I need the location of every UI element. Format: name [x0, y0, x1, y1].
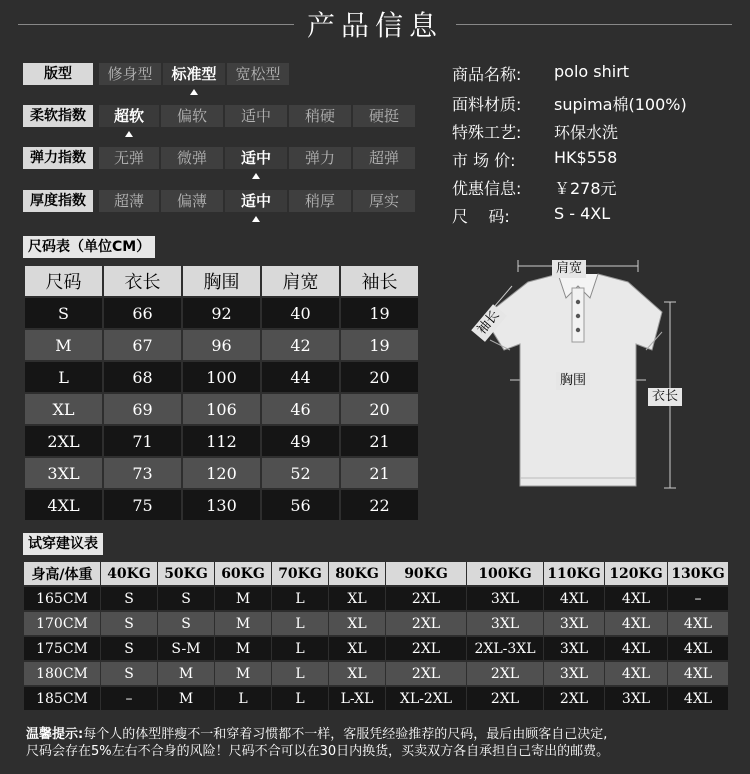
table-cell: 4XL — [668, 612, 728, 635]
selected-indicator-icon — [190, 89, 198, 95]
column-header: 80KG — [329, 562, 385, 585]
table-cell: 180CM — [24, 662, 100, 685]
table-cell: 3XL — [544, 637, 604, 660]
attr-option: 修身型 — [99, 63, 161, 85]
table-cell: 44 — [262, 362, 339, 392]
table-cell: 20 — [341, 362, 418, 392]
table-cell: 75 — [104, 490, 181, 520]
table-cell: 19 — [341, 330, 418, 360]
info-value: S - 4XL — [554, 204, 611, 223]
table-cell: 46 — [262, 394, 339, 424]
table-cell: 4XL — [668, 662, 728, 685]
table-cell: XL — [329, 587, 385, 610]
attr-option: 偏软 — [161, 105, 223, 127]
info-value: polo shirt — [554, 62, 630, 81]
table-cell: 2XL — [467, 662, 543, 685]
table-cell: 4XL — [668, 637, 728, 660]
table-cell: 130 — [183, 490, 260, 520]
notice-label: 温馨提示: — [26, 727, 84, 742]
attr-label: 厚度指数 — [23, 190, 93, 212]
table-cell: M — [158, 662, 214, 685]
table-cell: 4XL — [544, 587, 604, 610]
table-cell: 66 — [104, 298, 181, 328]
fit-table-header — [24, 562, 728, 585]
table-row — [25, 490, 418, 520]
table-cell: 2XL — [544, 687, 604, 710]
table-cell: 73 — [104, 458, 181, 488]
size-table-tag: 尺码表（单位CM） — [23, 236, 155, 258]
table-cell: – — [101, 687, 157, 710]
notice-text-1: 每个人的体型胖瘦不一和穿着习惯都不一样，客服凭经验推荐的尺码，最后由顾客自己决定, — [83, 727, 608, 742]
table-row — [25, 298, 418, 328]
table-cell: M — [158, 687, 214, 710]
table-cell: S — [101, 612, 157, 635]
info-key: 商品名称: — [452, 65, 522, 84]
table-cell: 3XL — [25, 458, 102, 488]
table-cell: 56 — [262, 490, 339, 520]
table-cell: S — [25, 298, 102, 328]
column-header: 70KG — [272, 562, 328, 585]
table-row — [24, 637, 728, 660]
column-header: 100KG — [467, 562, 543, 585]
table-cell: XL — [329, 662, 385, 685]
attr-option: 微弹 — [161, 147, 223, 169]
table-cell: 4XL — [605, 637, 667, 660]
table-cell: 112 — [183, 426, 260, 456]
info-key: 尺 码: — [452, 207, 510, 226]
table-cell: XL — [329, 612, 385, 635]
notice-text-2: 尺码会存在5%左右不合身的风险！尺码不合可以在30日内换货，买卖双方各自承担自己寄出的邮费。 — [26, 744, 610, 759]
notice-line-1 — [26, 726, 738, 743]
attr-option: 超弹 — [353, 147, 415, 169]
column-header: 110KG — [544, 562, 604, 585]
attr-option: 硬挺 — [353, 105, 415, 127]
table-cell: 67 — [104, 330, 181, 360]
attr-option: 无弹 — [99, 147, 159, 169]
length-label: 衣长 — [648, 388, 682, 406]
table-cell: 71 — [104, 426, 181, 456]
table-cell: 4XL — [668, 687, 728, 710]
table-row — [25, 394, 418, 424]
attr-option: 稍硬 — [289, 105, 351, 127]
table-cell: 4XL — [25, 490, 102, 520]
table-cell: XL-2XL — [386, 687, 466, 710]
table-cell: 69 — [104, 394, 181, 424]
table-cell: 2XL-3XL — [467, 637, 543, 660]
table-row — [25, 330, 418, 360]
table-cell: S — [101, 587, 157, 610]
table-row — [24, 587, 728, 610]
attr-option: 超薄 — [99, 190, 159, 212]
table-cell: XL — [329, 637, 385, 660]
table-cell: XL — [25, 394, 102, 424]
page-title: 产品信息 — [306, 9, 443, 42]
notice — [26, 726, 738, 760]
info-key: 市 场 价: — [452, 151, 516, 170]
column-header: 90KG — [386, 562, 466, 585]
table-cell: 19 — [341, 298, 418, 328]
attr-label: 弹力指数 — [23, 147, 93, 169]
table-cell: 100 — [183, 362, 260, 392]
table-cell: 3XL — [467, 612, 543, 635]
attr-option-selected: 超软 — [99, 105, 159, 127]
size-table-header — [25, 266, 418, 296]
header-divider-right — [456, 24, 732, 25]
attr-option-selected: 适中 — [225, 190, 287, 212]
attr-option-selected: 标准型 — [163, 63, 225, 85]
table-row — [25, 426, 418, 456]
column-header: 袖长 — [341, 266, 418, 296]
info-key: 面料材质: — [452, 95, 522, 114]
table-row — [24, 662, 728, 685]
table-cell: L — [272, 587, 328, 610]
table-cell: 2XL — [386, 587, 466, 610]
table-cell: 42 — [262, 330, 339, 360]
table-cell: 4XL — [605, 662, 667, 685]
table-cell: L — [25, 362, 102, 392]
table-cell: 52 — [262, 458, 339, 488]
table-cell: 20 — [341, 394, 418, 424]
table-row — [24, 612, 728, 635]
attr-option: 偏薄 — [161, 190, 223, 212]
info-key: 优惠信息: — [452, 179, 522, 198]
column-header: 肩宽 — [262, 266, 339, 296]
table-cell: 2XL — [386, 637, 466, 660]
table-cell: 175CM — [24, 637, 100, 660]
column-header: 衣长 — [104, 266, 181, 296]
table-cell: S — [158, 587, 214, 610]
table-cell: M — [215, 662, 271, 685]
column-header: 130KG — [668, 562, 728, 585]
table-cell: 120 — [183, 458, 260, 488]
chest-label: 胸围 — [556, 372, 590, 390]
column-header: 身高/体重 — [24, 562, 100, 585]
info-value: supima棉(100%) — [554, 95, 687, 114]
table-cell: 185CM — [24, 687, 100, 710]
table-cell: 2XL — [467, 687, 543, 710]
sleeve-length-label: 袖长 — [471, 304, 507, 342]
table-cell: L-XL — [329, 687, 385, 710]
fit-table-tag: 试穿建议表 — [23, 533, 103, 555]
table-cell: 2XL — [386, 662, 466, 685]
table-row — [24, 687, 728, 710]
attr-option-selected: 适中 — [225, 147, 287, 169]
table-row — [25, 458, 418, 488]
table-cell: M — [215, 637, 271, 660]
table-cell: 3XL — [544, 662, 604, 685]
table-cell: 22 — [341, 490, 418, 520]
column-header: 60KG — [215, 562, 271, 585]
table-cell: – — [668, 587, 728, 610]
table-cell: 92 — [183, 298, 260, 328]
shirt-diagram — [466, 258, 696, 498]
table-cell: 3XL — [605, 687, 667, 710]
table-cell: S — [101, 662, 157, 685]
table-cell: 68 — [104, 362, 181, 392]
table-cell: 3XL — [467, 587, 543, 610]
info-value: HK$558 — [554, 148, 618, 167]
table-cell: M — [25, 330, 102, 360]
fit-table — [23, 560, 729, 712]
fit-type-row — [23, 63, 289, 87]
table-cell: S — [158, 612, 214, 635]
selected-indicator-icon — [125, 131, 133, 137]
column-header: 50KG — [158, 562, 214, 585]
table-cell: 96 — [183, 330, 260, 360]
info-key: 特殊工艺: — [452, 123, 522, 142]
info-value: ￥278元 — [554, 179, 617, 198]
elasticity-row — [23, 147, 415, 171]
table-cell: 40 — [262, 298, 339, 328]
table-cell: 21 — [341, 426, 418, 456]
table-cell: S-M — [158, 637, 214, 660]
attr-option: 弹力 — [289, 147, 351, 169]
selected-indicator-icon — [252, 216, 260, 222]
attr-label: 版型 — [23, 63, 93, 85]
table-cell: L — [272, 612, 328, 635]
table-cell: 170CM — [24, 612, 100, 635]
column-header: 胸围 — [183, 266, 260, 296]
column-header: 120KG — [605, 562, 667, 585]
table-cell: 165CM — [24, 587, 100, 610]
header-divider-left — [18, 24, 294, 25]
table-cell: L — [272, 662, 328, 685]
thickness-row — [23, 190, 415, 214]
attr-option: 适中 — [225, 105, 287, 127]
info-value: 环保水洗 — [554, 123, 619, 142]
table-cell: S — [101, 637, 157, 660]
column-header: 40KG — [101, 562, 157, 585]
table-cell: 3XL — [544, 612, 604, 635]
table-cell: 2XL — [25, 426, 102, 456]
table-cell: 4XL — [605, 612, 667, 635]
table-cell: 21 — [341, 458, 418, 488]
table-cell: L — [272, 687, 328, 710]
table-cell: L — [215, 687, 271, 710]
attr-label: 柔软指数 — [23, 105, 93, 127]
column-header: 尺码 — [25, 266, 102, 296]
attr-option: 厚实 — [353, 190, 415, 212]
table-cell: 4XL — [605, 587, 667, 610]
page-header — [0, 0, 750, 52]
table-cell: M — [215, 612, 271, 635]
table-cell: 49 — [262, 426, 339, 456]
table-cell: 106 — [183, 394, 260, 424]
attr-option: 稍厚 — [289, 190, 351, 212]
table-cell: M — [215, 587, 271, 610]
softness-row — [23, 105, 415, 129]
table-cell: L — [272, 637, 328, 660]
selected-indicator-icon — [252, 173, 260, 179]
table-cell: 2XL — [386, 612, 466, 635]
size-table — [23, 264, 420, 522]
table-row — [25, 362, 418, 392]
attr-option: 宽松型 — [227, 63, 289, 85]
shoulder-width-label: 肩宽 — [552, 260, 586, 278]
